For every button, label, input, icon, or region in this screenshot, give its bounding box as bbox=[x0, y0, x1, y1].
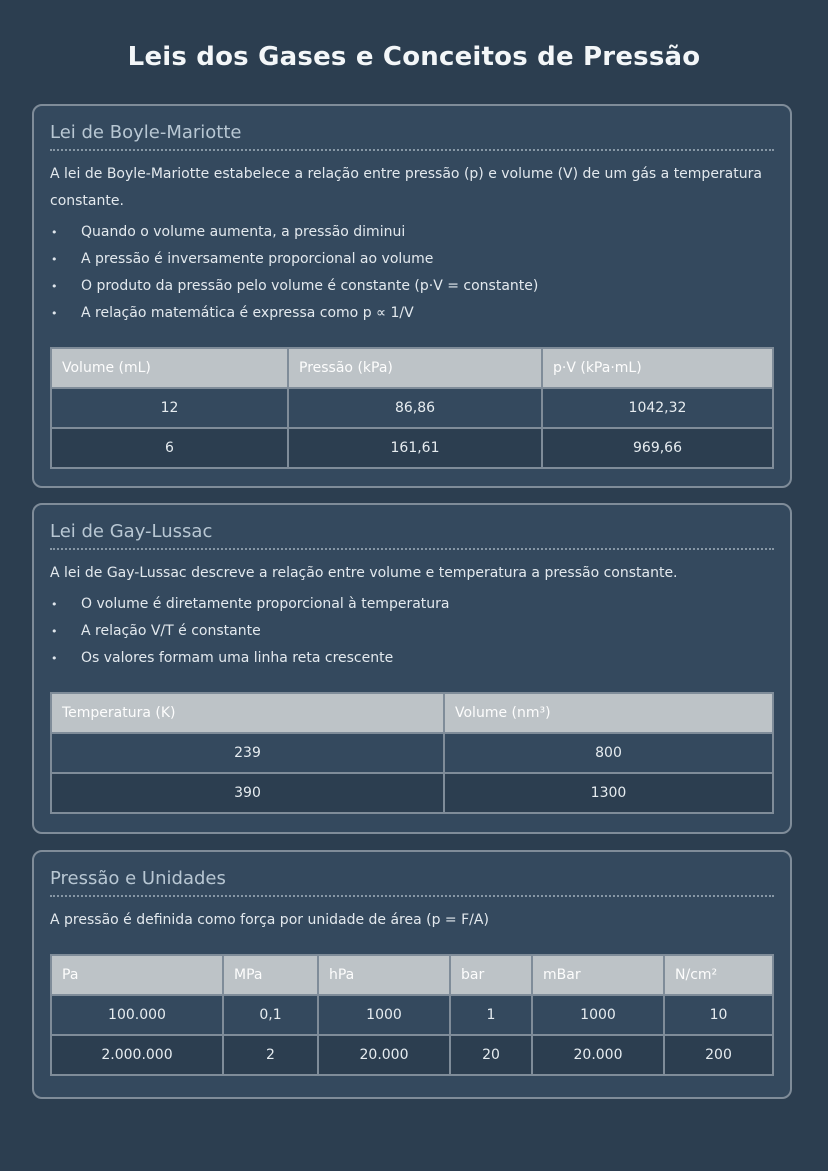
bullet-item: • O produto da pressão pelo volume é constante (p·V = constante) bbox=[50, 273, 774, 300]
table-cell: 0,1 bbox=[223, 995, 318, 1035]
section-intro: A lei de Boyle-Mariotte estabelece a relação entre pressão (p) e volume (V) de um gás a temperatura constante. bbox=[50, 166, 762, 209]
gay-lussac-table bbox=[50, 692, 774, 814]
section-intro: A lei de Gay-Lussac descreve a relação entre volume e temperatura a pressão constante. bbox=[50, 565, 678, 581]
table-header: Temperatura (K) bbox=[51, 693, 444, 733]
table-cell: 20.000 bbox=[318, 1035, 450, 1075]
boyle-table bbox=[50, 347, 774, 469]
section-heading: Pressão e Unidades bbox=[50, 868, 774, 897]
pressure-units-table bbox=[50, 954, 774, 1076]
table-cell: 161,61 bbox=[288, 428, 542, 468]
bullet-item: • Quando o volume aumenta, a pressão diminui bbox=[50, 219, 774, 246]
table-cell: 200 bbox=[664, 1035, 773, 1075]
table-row bbox=[51, 995, 773, 1035]
table-cell: 1042,32 bbox=[542, 388, 773, 428]
section-heading: Lei de Gay-Lussac bbox=[50, 521, 774, 550]
table-header: Volume (nm³) bbox=[444, 693, 773, 733]
table-cell: 20.000 bbox=[532, 1035, 664, 1075]
table-header: Pressão (kPa) bbox=[288, 348, 542, 388]
table-cell: 86,86 bbox=[288, 388, 542, 428]
table-cell: 1 bbox=[450, 995, 532, 1035]
table-cell: 6 bbox=[51, 428, 288, 468]
table-cell: 2 bbox=[223, 1035, 318, 1075]
table-cell: 12 bbox=[51, 388, 288, 428]
section-pressure-units bbox=[32, 850, 792, 1099]
table-cell: 10 bbox=[664, 995, 773, 1035]
bullet-list bbox=[50, 219, 774, 327]
table-header: Pa bbox=[51, 955, 223, 995]
table-cell: 969,66 bbox=[542, 428, 773, 468]
bullet-item: • Os valores formam uma linha reta crescente bbox=[50, 645, 774, 672]
table-cell: 20 bbox=[450, 1035, 532, 1075]
table-header: MPa bbox=[223, 955, 318, 995]
page-title: Leis dos Gases e Conceitos de Pressão bbox=[127, 42, 701, 72]
table-row bbox=[51, 388, 773, 428]
table-header: mBar bbox=[532, 955, 664, 995]
table-cell: 239 bbox=[51, 733, 444, 773]
table-row bbox=[51, 733, 773, 773]
section-heading: Lei de Boyle-Mariotte bbox=[50, 122, 774, 151]
bullet-item: • O volume é diretamente proporcional à temperatura bbox=[50, 591, 774, 618]
table-row bbox=[51, 773, 773, 813]
table-header: N/cm² bbox=[664, 955, 773, 995]
table-header: Volume (mL) bbox=[51, 348, 288, 388]
table-row bbox=[51, 428, 773, 468]
bullet-list bbox=[50, 591, 774, 672]
table-row bbox=[51, 1035, 773, 1075]
table-header: hPa bbox=[318, 955, 450, 995]
table-cell: 1000 bbox=[318, 995, 450, 1035]
table-cell: 390 bbox=[51, 773, 444, 813]
table-cell: 2.000.000 bbox=[51, 1035, 223, 1075]
table-cell: 800 bbox=[444, 733, 773, 773]
section-intro: A pressão é definida como força por unidade de área (p = F/A) bbox=[50, 912, 489, 928]
table-cell: 100.000 bbox=[51, 995, 223, 1035]
bullet-item: • A relação matemática é expressa como p ∝ 1/V bbox=[50, 300, 774, 327]
table-cell: 1300 bbox=[444, 773, 773, 813]
table-cell: 1000 bbox=[532, 995, 664, 1035]
table-header: p·V (kPa·mL) bbox=[542, 348, 773, 388]
table-header: bar bbox=[450, 955, 532, 995]
bullet-item: • A pressão é inversamente proporcional ao volume bbox=[50, 246, 774, 273]
section-gay-lussac bbox=[32, 503, 792, 834]
bullet-item: • A relação V/T é constante bbox=[50, 618, 774, 645]
section-boyle-mariotte bbox=[32, 104, 792, 488]
